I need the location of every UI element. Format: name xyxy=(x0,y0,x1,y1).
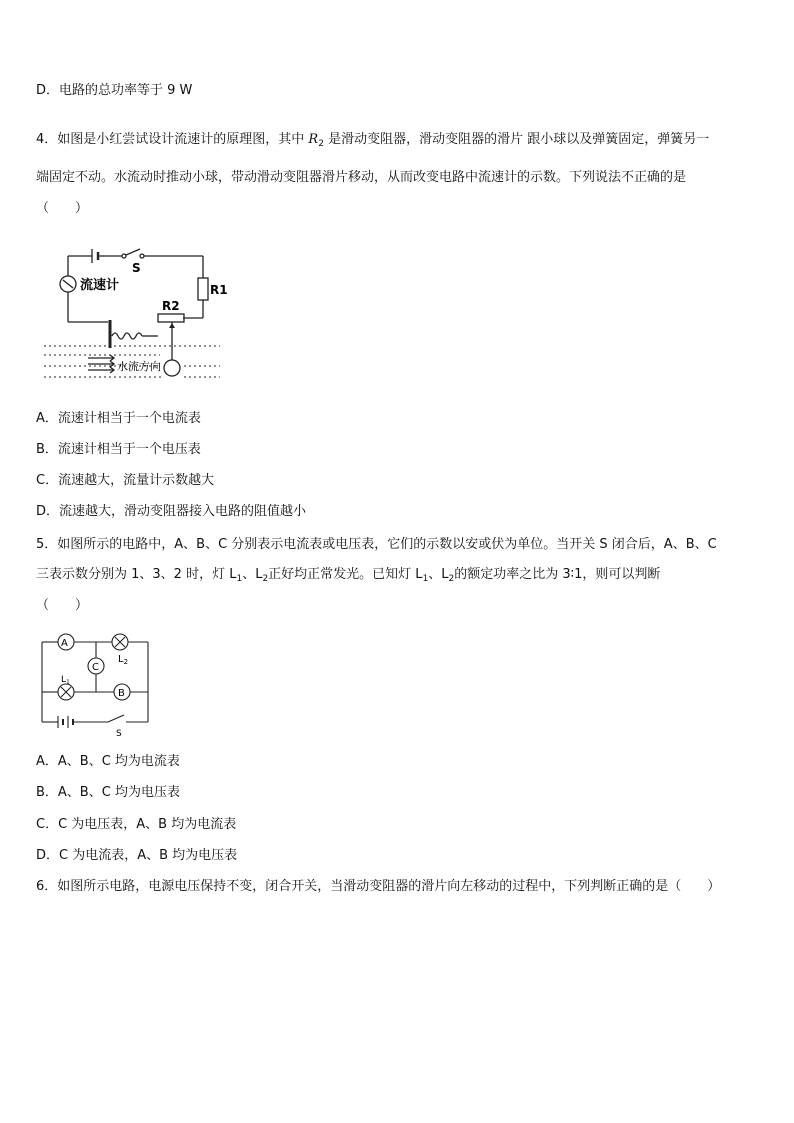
resistor-r1 xyxy=(198,278,208,300)
meter-c-label: C xyxy=(92,662,99,673)
switch-pivot xyxy=(122,254,126,258)
q5-circuit-figure xyxy=(36,626,156,742)
switch-s-label: S xyxy=(116,729,122,739)
q3-option-d: D．电路的总功率等于 9 W xyxy=(36,83,193,98)
q5-option-c: C．C 为电压表，A、B 均为电流表 xyxy=(36,817,237,832)
q5-option-b: B．A、B、C 均为电压表 xyxy=(36,785,180,800)
q4-stem-line2: 端固定不动。水流动时推动小球，带动滑动变阻器滑片移动，从而改变电路中流速计的示数。下列说法不正确的是 xyxy=(36,170,687,185)
q5-stem-part2: 、L xyxy=(242,567,263,582)
q4-option-a: A．流速计相当于一个电流表 xyxy=(36,411,201,426)
q5-stem-part1: 三表示数分别为 1、3、2 时，灯 L xyxy=(36,567,237,582)
q5-stem-part3: 正好均正常发光。已知灯 L xyxy=(268,567,423,582)
switch-s-blade xyxy=(108,715,124,722)
q5-sub4: 2 xyxy=(448,574,455,584)
label-water-flow: 水流方向 xyxy=(117,360,161,373)
q5-answer-bracket: （ ） xyxy=(36,598,89,613)
q4-r-subscript: 2 xyxy=(318,139,324,149)
q5-stem-line2 xyxy=(36,566,660,588)
q4-stem-line1 xyxy=(36,131,709,153)
label-r1: R1 xyxy=(210,283,228,297)
q5-sub2: 2 xyxy=(262,574,269,584)
q5-option-a: A．A、B、C 均为电流表 xyxy=(36,754,180,769)
meter-b-label: B xyxy=(118,688,125,699)
label-flowmeter: 流速计 xyxy=(80,278,120,293)
q4-option-c: C．流速越大，流量计示数越大 xyxy=(36,473,215,488)
q4-option-d: D．流速越大，滑动变阻器接入电路的阻值越小 xyxy=(36,504,307,519)
q5-stem-part5: 的额定功率之比为 3∶1，则可以判断 xyxy=(454,567,661,582)
q4-answer-bracket: （ ） xyxy=(36,201,89,216)
rheostat-r2 xyxy=(158,314,184,322)
q4-stem-part2: 是滑动变阻器，滑动变阻器的滑片 跟小球以及弹簧固定，弹簧另一 xyxy=(328,132,710,147)
q5-sub1: 1 xyxy=(236,574,243,584)
q4-flowmeter-circuit-figure xyxy=(40,242,228,392)
label-r2: R2 xyxy=(162,299,180,313)
q5-sub3: 1 xyxy=(422,574,429,584)
rheostat-slider-arrow xyxy=(169,323,175,328)
q4-option-b: B．流速计相当于一个电压表 xyxy=(36,442,201,457)
q5-stem-line1: 5．如图所示的电路中，A、B、C 分别表示电流表或电压表，它们的示数以安或伏为单位。当开关 S 闭合后，A、B、C xyxy=(36,537,717,552)
q6-stem: 6．如图所示电路，电源电压保持不变，闭合开关，当滑动变阻器的滑片向左移动的过程中，下列判断正确的是（ ） xyxy=(36,879,721,894)
label-switch-s: S xyxy=(132,261,141,275)
lamp-l1-label: $L_1$ xyxy=(61,675,70,686)
q4-stem-part1: 4．如图是小红尝试设计流速计的原理图，其中 xyxy=(36,132,305,147)
q5-option-d: D．C 为电流表，A、B 均为电压表 xyxy=(36,848,238,863)
switch-blade xyxy=(126,249,140,255)
q4-r-variable: R xyxy=(308,132,319,147)
meter-a-label: A xyxy=(61,638,68,649)
float-ball xyxy=(164,360,180,376)
switch-contact xyxy=(140,254,144,258)
lamp-l2-label: $L_2$ xyxy=(118,654,129,666)
q5-stem-part4: 、L xyxy=(428,567,449,582)
spring-coil xyxy=(112,333,142,339)
